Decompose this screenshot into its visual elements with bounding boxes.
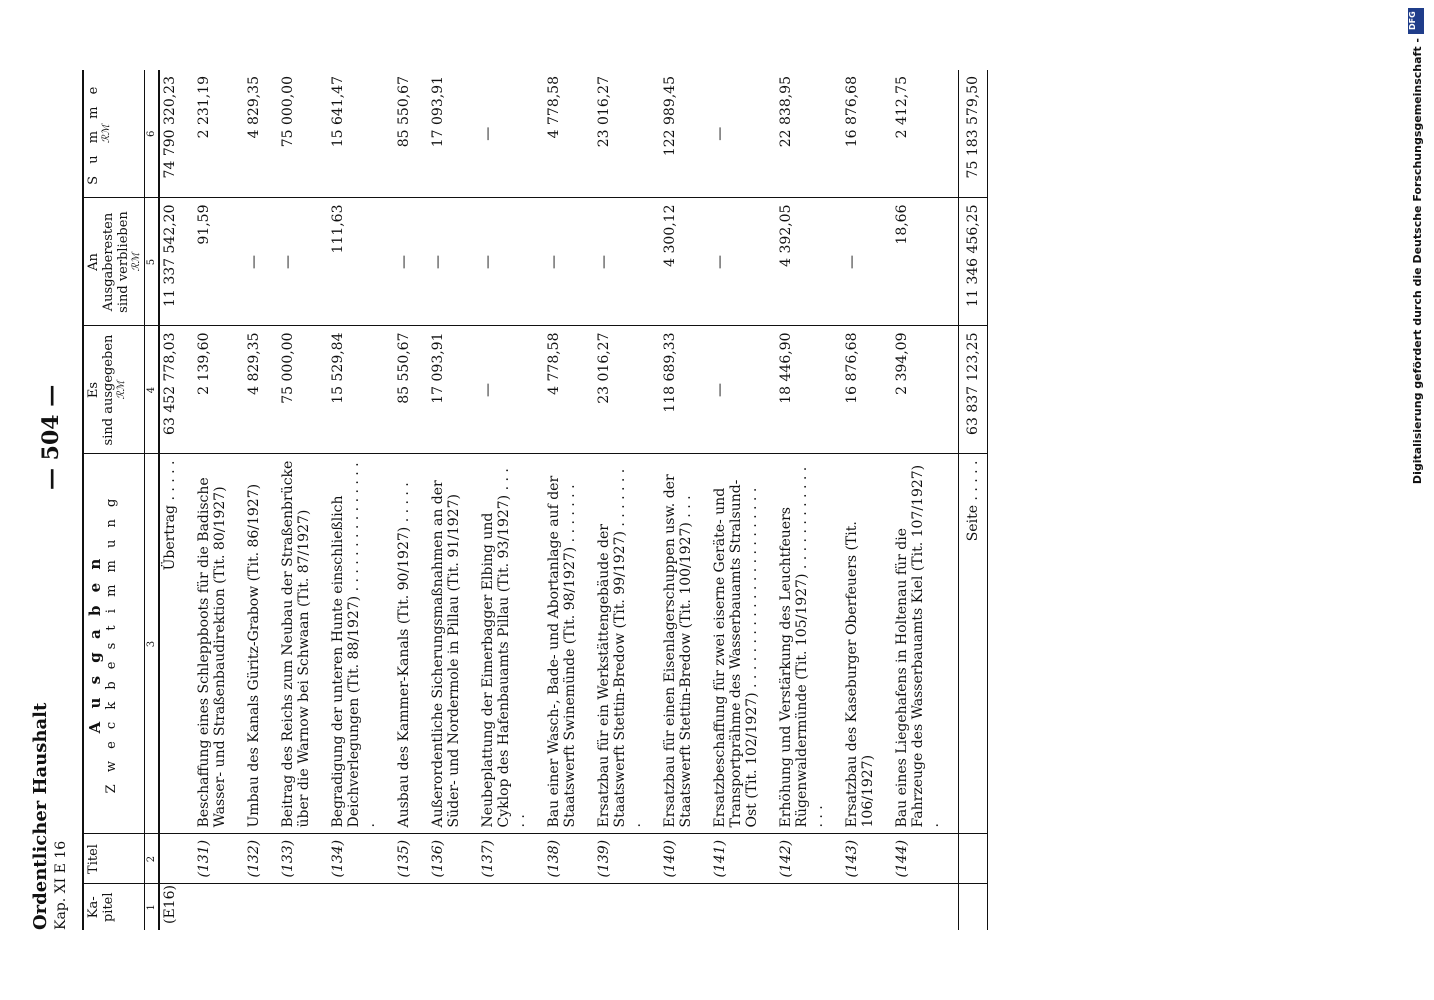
row-spacer [696,70,710,930]
kapitel-cell [194,884,230,930]
summe-cell: 15 641,47 [328,70,380,198]
zweck-cell: Beitrag des Reichs zum Neubau der Straßenbrücke über die Warnow bei Schwaan (Tit. 87/1927) [278,454,314,834]
titel-cell: (136) [428,834,464,884]
total-summe: 75 183 579,50 [959,70,988,198]
table-row [892,70,944,930]
page-number: — 504 — [38,384,64,490]
summe-cell: 4 778,58 [544,70,580,198]
ausgegeben-cell: 75 000,00 [278,326,314,454]
ausgegeben-cell: 63 452 778,03 [159,326,180,454]
kapitel-cell [328,884,380,930]
zweck-cell: Bau eines Liegehafens in Holtenau für die Fahrzeuge des Wasserbauamts Kiel (Tit. 107/1927) . [892,454,944,834]
col-ausgaben-label: A u s g a b e n [86,554,104,734]
row-spacer [264,70,278,930]
ausgegeben-cell: 16 876,68 [842,326,878,454]
row-spacer [878,70,892,930]
row-spacer [530,70,544,930]
titel-cell: (138) [544,834,580,884]
table-row [159,70,180,930]
titel-cell: (131) [194,834,230,884]
row-spacer [944,70,959,930]
zweck-cell: Beschaffung eines Schleppboots für die Badische Wasser- und Straßenbaudirektion (Tit. 80/1927) [194,454,230,834]
unit-label: ℛℳ [131,252,142,272]
table-row [776,70,828,930]
col-num: 4 [145,326,160,454]
reste-cell: — [428,198,464,326]
kapitel-cell [594,884,646,930]
reste-cell: — [544,198,580,326]
zweck-cell: Ersatzbau für einen Eisenlagerschuppen usw. der Staatswerft Stettin-Bredow (Tit. 100/1927) . . . [660,454,696,834]
titel-cell: (134) [328,834,380,884]
reste-cell: — [842,198,878,326]
reste-cell: — [278,198,314,326]
ausgegeben-cell: — [478,326,530,454]
kapitel-cell [244,884,264,930]
col-num: 5 [145,198,160,326]
table-row [594,70,646,930]
table-row [428,70,464,930]
kapitel-cell [544,884,580,930]
titel-cell: (143) [842,834,878,884]
reste-cell: — [594,198,646,326]
col-summe [83,70,145,198]
row-spacer [762,70,776,930]
kapitel-cell [428,884,464,930]
ausgegeben-cell: 15 529,84 [328,326,380,454]
ausgegeben-cell: 118 689,33 [660,326,696,454]
header-left [30,703,69,930]
total-label: Seite . . . . . [959,454,988,834]
reste-cell: 18,66 [892,198,944,326]
titel-cell: (133) [278,834,314,884]
zweck-cell: Neubeplattung der Eimerbagger Elbing und Cyklop des Hafenbauamts Pillau (Tit. 93/1927) . . . . . [478,454,530,834]
kapitel-cell [710,884,762,930]
titel-cell: (140) [660,834,696,884]
summe-cell: 122 989,45 [660,70,696,198]
col-titel: Titel [83,834,145,884]
row-spacer [414,70,428,930]
ausgegeben-cell: 2 139,60 [194,326,230,454]
dfg-logo: DFG [1408,8,1424,34]
table-row [244,70,264,930]
kapitel-cell [478,884,530,930]
titel-cell: (139) [594,834,646,884]
zweck-cell: Übertrag . . . . . [159,454,180,834]
table-row [544,70,580,930]
row-spacer [828,70,842,930]
summe-cell: 16 876,68 [842,70,878,198]
ausgegeben-cell: — [710,326,762,454]
kapitel-cell [660,884,696,930]
titel-cell: (132) [244,834,264,884]
reste-cell: 91,59 [194,198,230,326]
table-row [842,70,878,930]
col-reste-label: An Ausgaberesten sind verblieben [86,211,131,313]
kapitel-cell [892,884,944,930]
row-spacer [314,70,328,930]
col-num: 3 [145,454,160,834]
zweck-cell: Begradigung der unteren Hunte einschließlich Deichverlegungen (Tit. 88/1927) . . . . . . . . . . . . . . . . [328,454,380,834]
ausgegeben-cell: 4 829,35 [244,326,264,454]
credit-text: Digitalisierung gefördert durch die Deutsche Forschungsgemeinschaft - [1411,38,1424,485]
summe-cell: — [710,70,762,198]
summe-cell: — [478,70,530,198]
zweck-cell: Erhöhung und Verstärkung des Leuchtfeuers Rügenwaldermünde (Tit. 105/1927) . . . . . . . . . . . . . . . [776,454,828,834]
ausgegeben-cell: 4 778,58 [544,326,580,454]
row-spacer [646,70,660,930]
reste-cell: — [478,198,530,326]
summe-cell: 85 550,67 [394,70,414,198]
budget-table [82,70,988,930]
ausgegeben-cell: 85 550,67 [394,326,414,454]
zweck-cell: Ersatzbau für ein Werkstättengebäude der Staatswerft Stettin-Bredow (Tit. 99/1927) . . . . . . . . [594,454,646,834]
reste-cell: — [244,198,264,326]
zweck-cell: Umbau des Kanals Güritz-Grabow (Tit. 86/1927) [244,454,264,834]
row-spacer [180,70,194,930]
zweck-cell: Ersatzbeschaffung für zwei eiserne Geräte- und Transportprähme des Wasserbauamts Stralsund-Ost (Tit. 102/1927) . . . . . . . . . . . . . . . . . . . . . . . [710,454,762,834]
summe-cell: 2 412,75 [892,70,944,198]
ausgegeben-cell: 23 016,27 [594,326,646,454]
reste-cell: — [710,198,762,326]
summe-cell: 17 093,91 [428,70,464,198]
col-num: 6 [145,70,160,198]
table-row [194,70,230,930]
row-spacer [580,70,594,930]
col-summe-label: S u m m e [86,82,101,185]
table-row [394,70,414,930]
column-numbers [145,70,160,930]
ausgegeben-cell: 17 093,91 [428,326,464,454]
summe-cell: 75 000,00 [278,70,314,198]
reste-cell: 4 392,05 [776,198,828,326]
total-ausgegeben: 63 837 123,25 [959,326,988,454]
table-row [710,70,762,930]
table-row [328,70,380,930]
unit-label: ℛℳ [116,380,127,400]
row-spacer [380,70,394,930]
summe-cell: 2 231,19 [194,70,230,198]
table-row [660,70,696,930]
zweck-cell: Ersatzbau des Kaseburger Oberfeuers (Tit. 106/1927) [842,454,878,834]
summe-cell: 74 790 320,23 [159,70,180,198]
kapitel-cell [278,884,314,930]
row-spacer [230,70,244,930]
page-title: Ordentlicher Haushalt [30,702,51,930]
summe-cell: 23 016,27 [594,70,646,198]
titel-cell [159,834,180,884]
col-zweck-label: Z w e c k b e s t i m m u n g [104,494,119,794]
summe-cell: 22 838,95 [776,70,828,198]
col-zweck [83,454,145,834]
zweck-cell: Ausbau des Kammer-Kanals (Tit. 90/1927) . . . . . [394,454,414,834]
titel-cell: (144) [892,834,944,884]
kapitel-cell: (E16) [162,885,178,924]
titel-cell: (141) [710,834,762,884]
ausgegeben-cell: 2 394,09 [892,326,944,454]
col-ausgegeben [83,326,145,454]
col-num: 1 [145,884,160,930]
total-reste: 11 346 456,25 [959,198,988,326]
reste-cell: — [394,198,414,326]
zweck-cell: Bau einer Wasch-, Bade- und Abortanlage auf der Staatswerft Swinemünde (Tit. 98/1927) . . . . . . . [544,454,580,834]
titel-cell: (135) [394,834,414,884]
chapter-label: Kap. XI E 16 [53,840,69,930]
table-row [478,70,530,930]
reste-cell: 11 337 542,20 [159,198,180,326]
col-ausgegeben-label: Es sind ausgegeben [86,334,116,446]
titel-cell: (142) [776,834,828,884]
kapitel-cell [394,884,414,930]
col-kapitel: Ka- pitel [83,884,145,930]
reste-cell: 4 300,12 [660,198,696,326]
reste-cell: 111,63 [328,198,380,326]
zweck-cell: Außerordentliche Sicherungsmaßnahmen an der Süder- und Nordermole in Pillau (Tit. 91/1927) [428,454,464,834]
table-row [278,70,314,930]
kapitel-cell [842,884,878,930]
col-reste [83,198,145,326]
titel-cell: (137) [478,834,530,884]
col-num: 2 [145,834,160,884]
summe-cell: 4 829,35 [244,70,264,198]
ausgegeben-cell: 18 446,90 [776,326,828,454]
kapitel-cell [776,884,828,930]
unit-label: ℛℳ [101,124,112,144]
total-row [959,70,988,930]
row-spacer [464,70,478,930]
